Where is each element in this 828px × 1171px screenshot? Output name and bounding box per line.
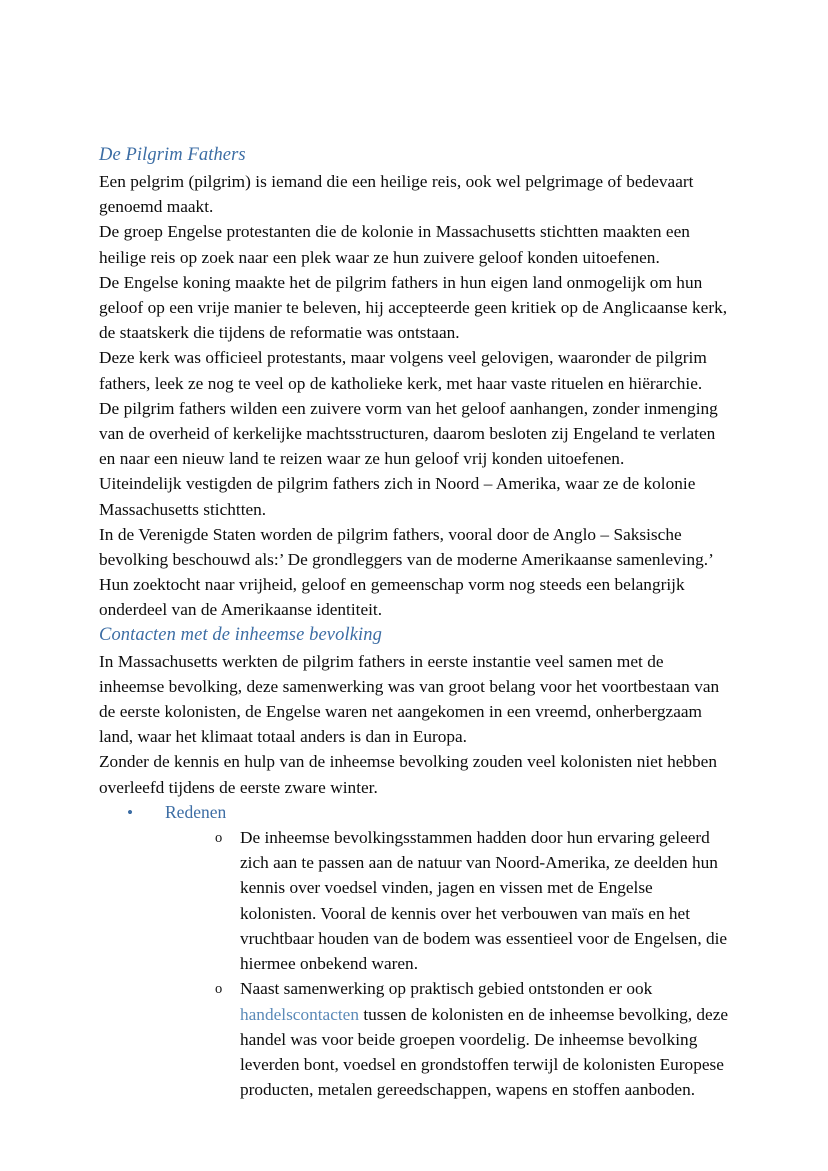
paragraph: Hun zoektocht naar vrijheid, geloof en gemeenschap vorm nog steeds een belangrijk onderdeel van de Amerikaanse identiteit.	[99, 575, 685, 620]
list-item-text: Naast samenwerking op praktisch gebied ontstonden er ook	[240, 979, 653, 999]
bulleted-list	[99, 800, 732, 1102]
paragraph: Zonder de kennis en hulp van de inheemse bevolking zouden veel kolonisten niet hebben overleefd tijdens de eerste zware winter.	[99, 752, 717, 797]
section-heading-pilgrim-fathers: De Pilgrim Fathers	[99, 145, 246, 165]
paragraph: Uiteindelijk vestigden de pilgrim fathers zich in Noord – Amerika, waar ze de kolonie Massachusetts stichtten.	[99, 474, 696, 519]
paragraph: Deze kerk was officieel protestants, maar volgens veel gelovigen, waaronder de pilgrim fathers, leek ze nog te veel op de katholieke kerk, met haar vaste rituelen en hiërarchie.	[99, 348, 707, 393]
paragraph: Een pelgrim (pilgrim) is iemand die een heilige reis, ook wel pelgrimage of bedevaart genoemd maakt.	[99, 172, 694, 217]
paragraph: In Massachusetts werkten de pilgrim fathers in eerste instantie veel samen met de inheemse bevolking, deze samenwerking was van groot belang voor het voortbestaan van de eerste kolonisten, de Engelse waren net aangekomen in een vreemd, onherbergzaam land, waar het klimaat totaal anders is dan in Europa.	[99, 651, 720, 747]
paragraph: De groep Engelse protestanten die de kolonie in Massachusetts stichtten maakten een heilige reis op zoek naar een plek waar ze hun zuivere geloof konden uitoefenen.	[99, 222, 690, 267]
handelscontacten-link[interactable]: handelscontacten	[240, 1004, 359, 1024]
circle-bullet-icon: o	[215, 981, 223, 998]
list-item-label: Redenen	[165, 801, 227, 822]
circle-bullet-icon: o	[215, 830, 223, 847]
section-heading-contacten-inheemse-bevolking: Contacten met de inheemse bevolking	[99, 624, 382, 645]
list-item	[165, 976, 732, 1102]
paragraph: De Engelse koning maakte het de pilgrim fathers in hun eigen land onmogelijk om hun geloof op een vrije manier te beleven, hij accepteerde geen kritiek op de Anglicaanse kerk, de staatskerk die tijdens de reformatie was ontstaan.	[99, 272, 728, 343]
list-item	[165, 825, 732, 976]
list-item-text-continued: tussen de kolonisten en de inheemse bevolking, deze handel was voor beide groepen voordelig. De inheemse bevolking leverden bont, voedsel en grondstoffen terwijl de kolonisten Europese producten, metalen gereedschappen, wapens en stoffen aanboden.	[240, 1004, 729, 1100]
paragraph: In de Verenigde Staten worden de pilgrim fathers, vooral door de Anglo – Saksische bevolking beschouwd als:’ De grondleggers van de moderne Amerikaanse samenleving.’	[99, 524, 714, 570]
list-item-text: De inheemse bevolkingsstammen hadden door hun ervaring geleerd zich aan te passen aan de natuur van Noord-Amerika, ze deelden hun kennis over voedsel vinden, jagen en vissen met de Engelse kolonisten. Vooral de kennis over het verbouwen van maïs en het vruchtbaar houden van de bodem was essentieel voor de Engelsen, die hiermee onbekend waren.	[240, 828, 728, 974]
sub-list	[165, 825, 732, 1102]
document-content	[99, 143, 732, 1102]
bullet-dot-icon: •	[127, 802, 134, 822]
paragraph: De pilgrim fathers wilden een zuivere vorm van het geloof aanhangen, zonder inmenging van de overheid of kerkelijke machtsstructuren, daarom besloten zij Engeland te verlaten en naar een nieuw land te reizen waar ze hun geloof vrij konden uitoefenen.	[99, 398, 718, 469]
list-item-redenen	[99, 800, 732, 1102]
